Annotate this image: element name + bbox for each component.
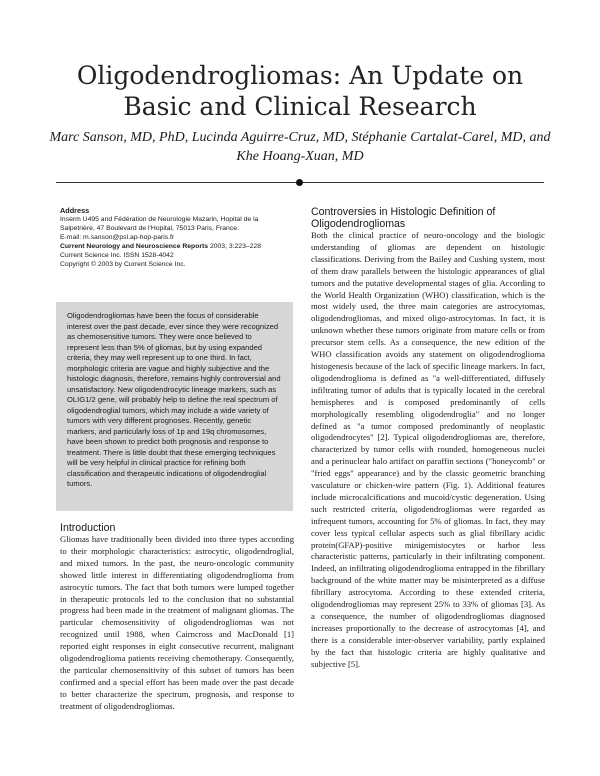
copyright-notice: Copyright © 2003 by Current Science Inc. <box>60 261 186 268</box>
address-email: E-mail: m.sanson@psl.ap-hop-paris.fr <box>60 234 175 241</box>
controversies-heading: Controversies in Histologic Definition of Oligodendrogliomas <box>311 206 496 230</box>
divider-ornament <box>296 179 303 186</box>
article-info <box>60 206 310 269</box>
journal-name: Current Neurology and Neuroscience Reports <box>60 243 209 250</box>
introduction-heading: Introduction <box>60 522 116 534</box>
address-line: Salpetrière, 47 Boulevard de l'Hopital, 75013 Paris, France. <box>60 225 239 232</box>
address-line: Inserm U495 and Fédération de Neurologie Mazarin, Hopital de la <box>60 216 259 223</box>
address-label: Address <box>60 206 90 215</box>
journal-issn: Current Science Inc. ISSN 1528-4042 <box>60 252 174 259</box>
article-title: Oligodendrogliomas: An Update on Basic and Clinical Research <box>76 61 524 121</box>
author-list: Marc Sanson, MD, PhD, Lucinda Aguirre-Cruz, MD, Stéphanie Cartalat-Carel, MD, and Khe Hoang-Xuan, MD <box>49 130 551 164</box>
journal-issue: 2003, 3:223–228 <box>209 243 261 250</box>
controversies-body: Both the clinical practice of neuro-oncology and the biologic understanding of gliomas are dependent on histologic classifications. Deriving from the Bailey and Cushing system, most of them draw parallels between the histologic appearances of glial tumors and the putative developmental stages of glia. According to the World Health Organization (WHO) classification, which is the most widely used, the three main categories are astrocytomas, oligodendrogliomas, and mixed oligo-astrocytomas. In fact, it is unknown whether these tumors originate from mature cells or from precursor stem cells. As a consequence, the new edition of the WHO classification avoids any statement on oligodendroglioma histogenesis because of the lack of specific lineage markers. In fact, oligodendroglioma is defined as "a well-differentiated, diffusely infiltrating tumor of adults that is typically located in the cerebral hemispheres and is composed predominantly of cells morphologically resembling oligodendroglia" and no longer defined as "a tumor composed predominantly of neoplastic oligodendrocytes" [2]. Typical oligodendrogliomas are, therefore, characterized by tumor cells with rounded, homogeneous nuclei and a perinuclear halo artifact on paraffin sections ("honeycomb" or "fried eggs" appearance) and by the classic geometric branching vasculature or chicken-wire pattern (Fig. 1). Additional features include microcalcifications and mucoid/cystic degeneration. Using such restricted criteria, oligodendrogliomas were regarded as infrequent tumors, accounting for 5% of gliomas. In fact, they may cover less typical cellular aspects such as glial fibrillary acidic protein(GFAP)-positive minigemistocytes or harbor less characteristic patterns, particularly in their infiltrating component. Indeed, an infiltrating oligodendroglioma entrapped in the fibrillary background of the white matter may be misinterpreted as a diffuse fibrillary astrocytoma. According to these extended criteria, oligodendrogliomas may represent 25% to 33% of gliomas [3]. As a consequence, the number of oligodendrogliomas diagnosed increases proportionally to the decrease of astrocytomas [4], and there is a considerable inter-observer variability, partly explained by the fact that histologic criteria are highly qualitative and subjective [5]. <box>311 230 545 669</box>
introduction-body: Gliomas have traditionally been divided into three types according to their morphologic characteristics: astrocytic, oligodendroglial, and mixed tumors. In the past, the neuro-oncologic community showed little interest in differentiating oligodendroglioma from astrocytic tumors. The fact that both tumors were lumped together in therapeutic protocols led to the conclusion that no substantial progress had been made in the treatment of malignant gliomas. The particular chemosensitivity of oligodendrogliomas was not recognized until 1988, when Cairncross and MacDonald [1] reported eight responses in eight consecutive recurrent, malignant oligodendroglioma patients receiving chemotherapy. Consequently, the particular chemosensitivity of this subset of tumors has been confirmed and a special effort has been made over the past decade to better characterize the spectrum, prognosis, and response to treatment of oligodendrogliomas. <box>60 534 294 711</box>
abstract-box <box>56 302 293 511</box>
journal-citation <box>60 242 310 251</box>
abstract-text: Oligodendrogliomas have been the focus of considerable interest over the past decade, ever since they were recognized as chemosensitive tumors. They were once believed to represent less than 5% of gliomas, but by using expanded criteria, they may well represent up to one third. In fact, morphologic criteria are vague and highly subjective and the histologic diagnosis, therefore, remains highly controversial and unsatisfactory. New oligodendrocytic lineage markers, such as OLIG1/2 gene, will probably help to define the real spectrum of oligodendroglial tumors, which may include a wide variety of tumors with very different prognoses. Recently, genetic markers, and particularly loss of 1p and 19q chromosomes, have been shown to predict both prognosis and response to treatment. There is little doubt that these emerging techniques will be very helpful in clinical practice for refining both classification and therapeutic indications of oligodendroglial tumors. <box>67 311 281 488</box>
